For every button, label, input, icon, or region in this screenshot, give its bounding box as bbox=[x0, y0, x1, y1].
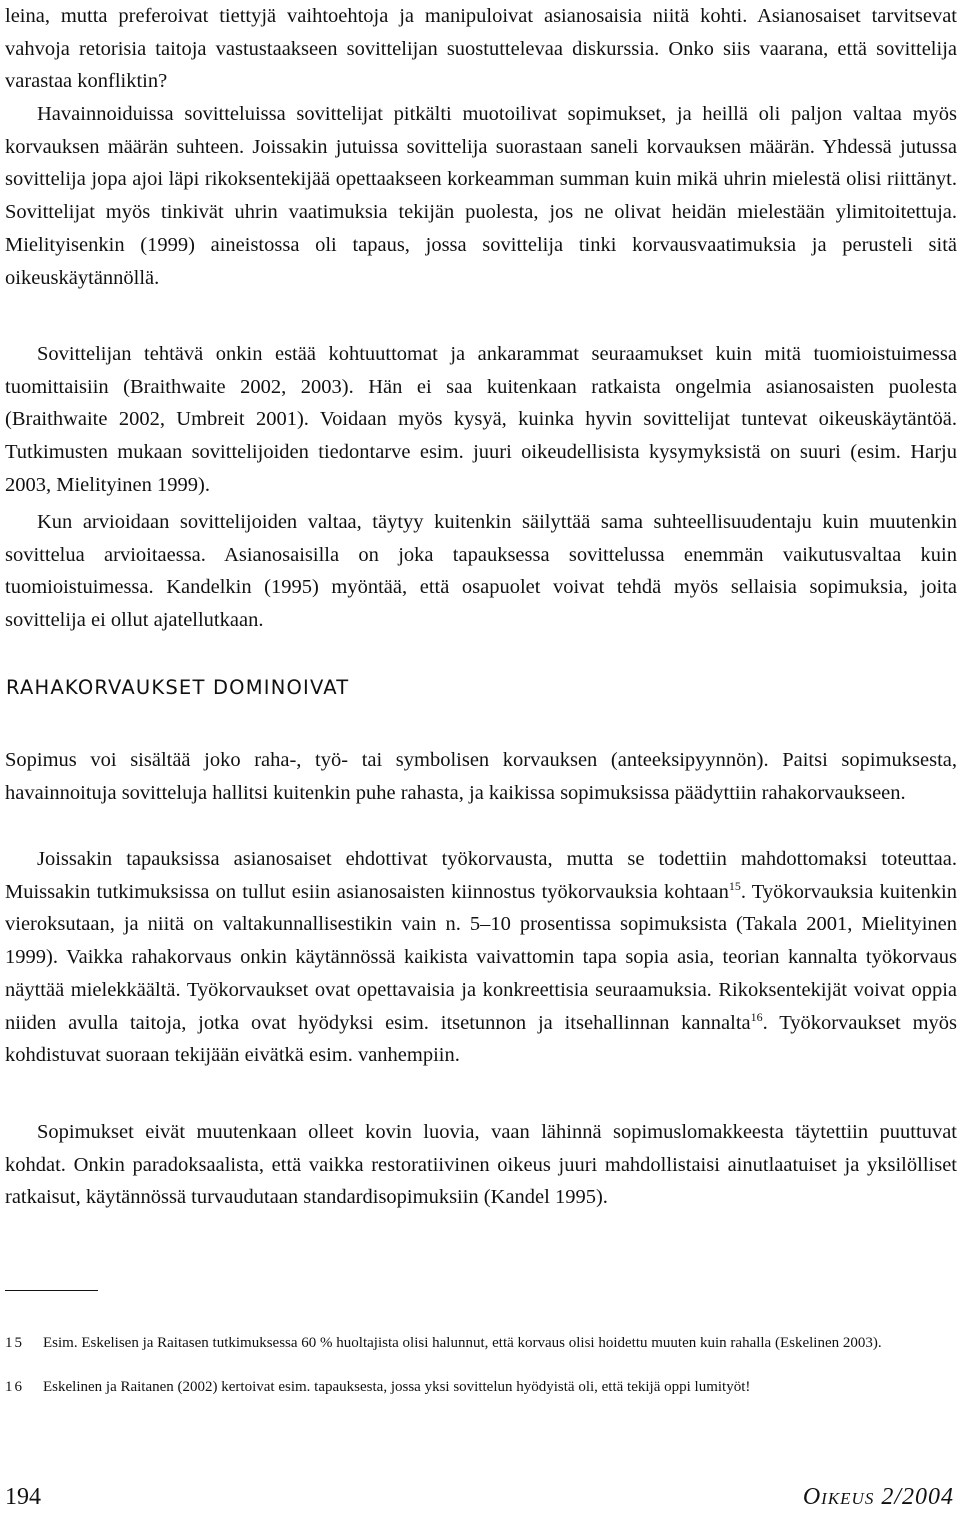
footnote-ref-15[interactable]: 15 bbox=[728, 878, 741, 893]
journal-title: Oikeus 2/2004 bbox=[802, 1484, 954, 1510]
paragraph-6 bbox=[5, 843, 957, 1072]
paragraph-2: Havainnoiduissa sovitteluissa sovittelijat pitkälti muotoilivat sopimukset, ja heillä oli paljon valtaa myös korvauksen määrän suhteen. Joissakin jutuissa sovittelija suorastaan saneli korvauksen määrän. Yhdessä jutussa sovittelija jopa ajoi läpi rikoksentekijää opettaakseen korkeamman summan kuin mikä uhrin mielestä olisi riittänyt. Sovittelijat myös tinkivät uhrin vaatimuksia tekijän puolesta, jos ne olivat heidän mielestään ylimitoitettuja. Mielityisenkin (1999) aineistossa oli tapaus, jossa sovittelija tinki korvausvaatimuksia ja perusteli sitä oikeuskäytännöllä. bbox=[5, 103, 957, 289]
paragraph-6-part-3: . Työkorvaukset myös kohdistuvat suoraan tekijään eivätkä esim. vanhempiin. bbox=[5, 1011, 957, 1067]
paragraph-3: Sovittelijan tehtävä onkin estää kohtuuttomat ja ankarammat seuraamukset kuin mitä tuomioistuimessa tuomittaisiin (Braithwaite 2002, 2003). Hän ei saa kuitenkaan ratkaista ongelmia asianosaisten puolesta (Braithwaite 2002, Umbreit 2001). Voidaan myös kysyä, kuinka hyvin sovittelijat tuntevat oikeuskäytäntöä. Tutkimusten mukaan sovittelijoiden tiedontarve esim. juuri oikeudellisista kysymyksistä on suuri (esim. Harju 2003, Mielityinen 1999). bbox=[5, 343, 957, 496]
paragraph-5: Sopimus voi sisältää joko raha-, työ- tai symbolisen korvauksen (anteeksipyynnön). Paitsi sopimuksesta, havainnoituja sovitteluja hallitsi kuitenkin puhe rahasta, ja kaikissa sopimuksissa päädyttiin rahakorvaukseen. bbox=[5, 749, 957, 804]
footnote-text: Esim. Eskelisen ja Raitasen tutkimuksessa 60 % huoltajista olisi halunnut, että korvaus olisi hoidettu muuten kuin rahalla (Eskelinen 2003). bbox=[43, 1335, 882, 1351]
footnote-number: 16 bbox=[5, 1379, 24, 1395]
paragraph-6-part-1: Joissakin tapauksissa asianosaiset ehdottivat työkorvausta, mutta se todettiin mahdottomaksi toteuttaa. Muissakin tutkimuksissa on tullut esiin asianosaisten kiinnostus työkorvauksia kohtaan bbox=[5, 848, 957, 903]
footnote-15 bbox=[5, 1334, 957, 1353]
paragraph-6-part-2: . Työkorvauksia kuitenkin vieroksutaan, ja niitä on valtakunnallisestikin vain n. 5–10 prosentissa sopimuksista (Takala 2001, Mielityinen 1999). Vaikka rahakorvaus onkin käytännössä kaikista vaivattomin tapa sopia asia, teorian kannalta työkorvaus näyttää mielekkäältä. Työkorvaukset ovat opettavaisia ja konkreettisia seuraamuksia. Rikoksentekijät voivat oppia niiden avulla taitoja, jotka ovat hyödyksi esim. itsetunnon ja itsehallinnan kannalta bbox=[5, 880, 957, 1034]
paragraph-4: Kun arvioidaan sovittelijoiden valtaa, täytyy kuitenkin säilyttää sama suhteellisuudentaju kuin muutenkin sovittelua arvioitaessa. Asianosaisilla on joka tapauksessa sovittelussa enemmän vaikutusvaltaa kuin tuomioistuimessa. Kandelkin (1995) myöntää, että osapuolet voivat tehdä myös sellaisia sopimuksia, joita sovittelija ei ollut ajatellutkaan. bbox=[5, 511, 957, 632]
footnote-number: 15 bbox=[5, 1335, 24, 1351]
footnote-16 bbox=[5, 1378, 957, 1397]
paragraph-1: leina, mutta preferoivat tiettyjä vaihtoehtoja ja manipuloivat asianosaisia niitä kohti. Asianosaiset tarvitsevat vahvoja retorisia taitoja vastustaakseen sovittelijan suostuttelevaa diskurssia. Onko siis vaarana, että sovittelija varastaa konfliktin? bbox=[5, 5, 957, 93]
footnote-text: Eskelinen ja Raitanen (2002) kertoivat esim. tapauksesta, jossa yksi sovittelun hyödyistä oli, että tekijä oppi lumityöt! bbox=[43, 1379, 751, 1395]
page-number: 194 bbox=[5, 1484, 41, 1510]
footnote-divider bbox=[5, 1290, 98, 1291]
section-heading: RAHAKORVAUKSET DOMINOIVAT bbox=[6, 676, 350, 699]
footnote-ref-16[interactable]: 16 bbox=[750, 1009, 763, 1024]
paragraph-7: Sopimukset eivät muutenkaan olleet kovin luovia, vaan lähinnä sopimuslomakkeesta täytettiin puuttuvat kohdat. Onkin paradoksaalista, että vaikka restoratiivinen oikeus juuri mahdollistaisi ainutlaatuiset ja yksilölliset ratkaisut, käytännössä turvaudutaan standardisopimuksiin (Kandel 1995). bbox=[5, 1121, 957, 1209]
